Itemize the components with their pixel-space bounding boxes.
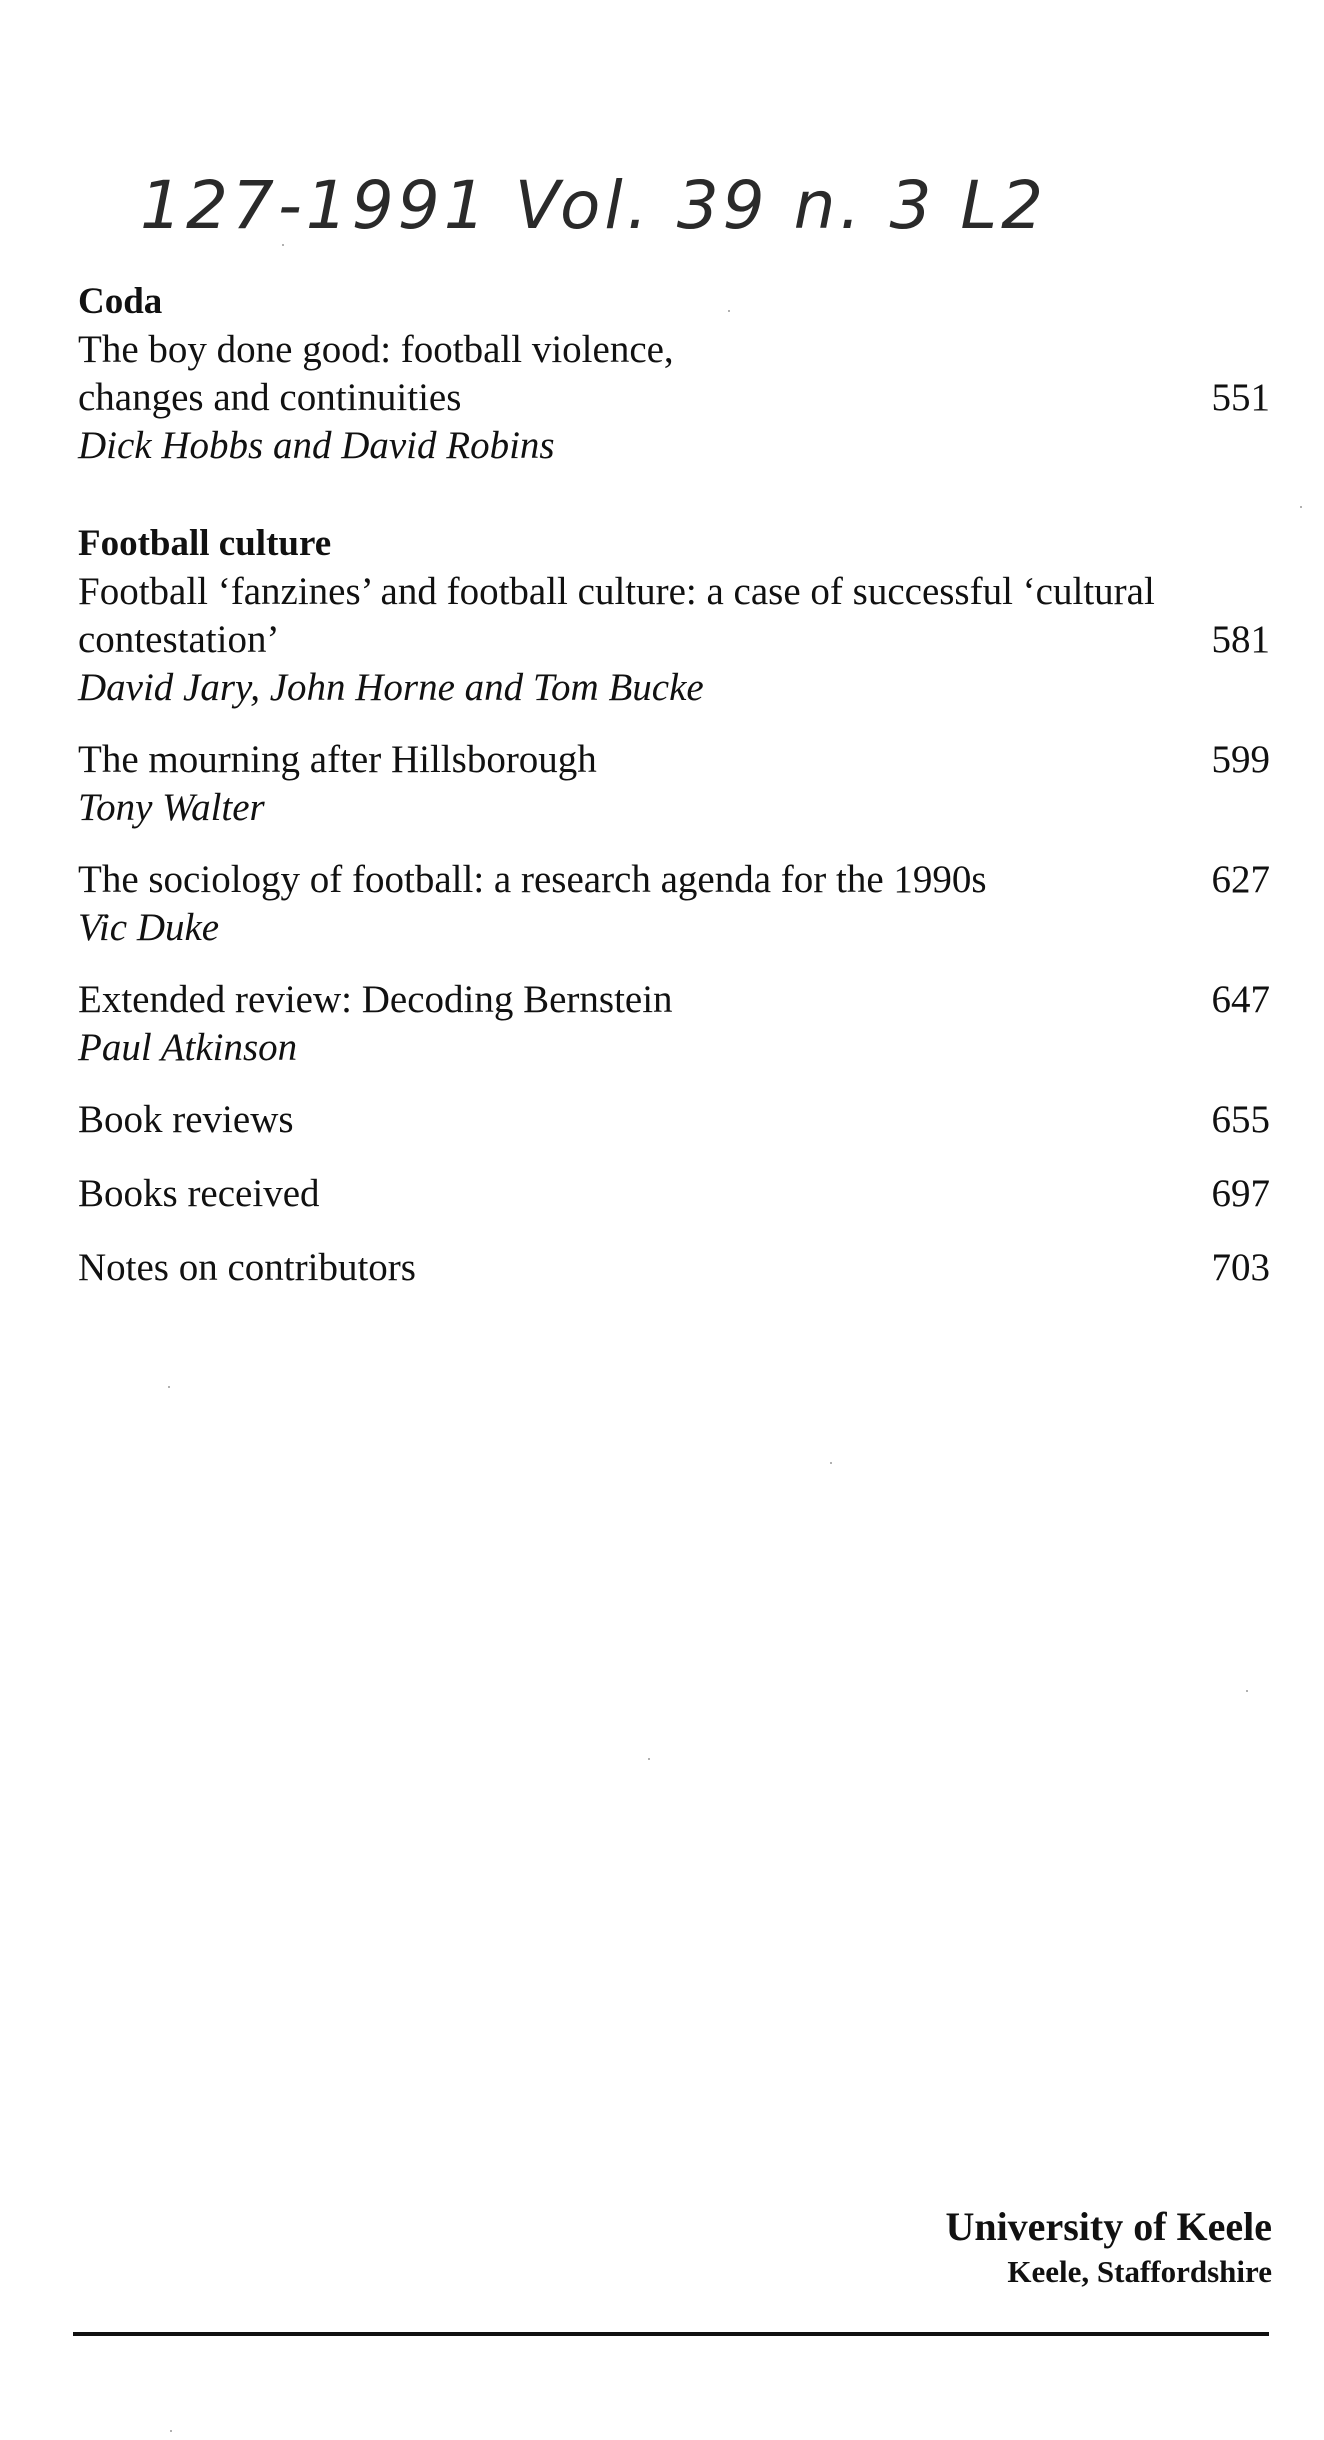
speck [830,1462,832,1464]
footer-rule [73,2332,1269,2336]
toc-entry [78,1244,1270,1292]
institution-name: University of Keele [945,2204,1272,2249]
entry-title: The boy done good: football violence, changes and continuities [78,328,674,419]
toc-entry [78,736,1270,832]
section-heading: Coda [78,281,163,322]
entry-author: Tony Walter [78,786,265,829]
page-number: 627 [1211,858,1270,901]
publisher-footer [945,2202,1272,2292]
table-of-contents [78,278,1270,1292]
page-number: 647 [1211,978,1270,1021]
page-number: 655 [1211,1098,1270,1141]
speck [1300,506,1302,508]
entry-title: Book reviews [78,1098,294,1141]
institution-location: Keele, Staffordshire [1007,2254,1272,2289]
speck [1246,1690,1248,1692]
toc-entry [78,1096,1270,1144]
entry-author: David Jary, John Horne and Tom Bucke [78,666,704,709]
section-heading: Football culture [78,523,332,564]
page-number: 599 [1211,738,1270,781]
entry-title: Football ‘fanzines’ and football culture: a case of successful ‘cultural contestation’ [78,570,1155,661]
page-number: 551 [1211,376,1270,419]
misc-entries [78,1096,1270,1292]
speck [170,2430,172,2432]
entry-title: Notes on contributors [78,1246,416,1289]
entry-title: The mourning after Hillsborough [78,738,597,781]
section-coda [78,278,1270,470]
page-number: 703 [1211,1246,1270,1289]
entry-author: Paul Atkinson [78,1026,298,1069]
handwritten-annotation [140,162,1220,252]
entry-title: Books received [78,1172,320,1215]
speck [168,1386,170,1388]
speck [282,244,284,246]
toc-entry [78,1170,1270,1218]
toc-entry [78,326,1270,470]
toc-entry [78,568,1270,712]
entry-title: Extended review: Decoding Bernstein [78,978,673,1021]
speck [648,1758,650,1760]
page-number: 697 [1211,1172,1270,1215]
toc-entry [78,976,1270,1072]
section-football-culture [78,520,1270,1072]
entry-author: Vic Duke [78,906,220,949]
speck [728,310,730,312]
toc-entry [78,856,1270,952]
page-number: 581 [1211,618,1270,661]
handwritten-note-text: 127-1991 Vol. 39 n. 3 L2 [140,167,1048,244]
entry-title: The sociology of football: a research agenda for the 1990s [78,858,987,901]
entry-author: Dick Hobbs and David Robins [78,424,555,467]
